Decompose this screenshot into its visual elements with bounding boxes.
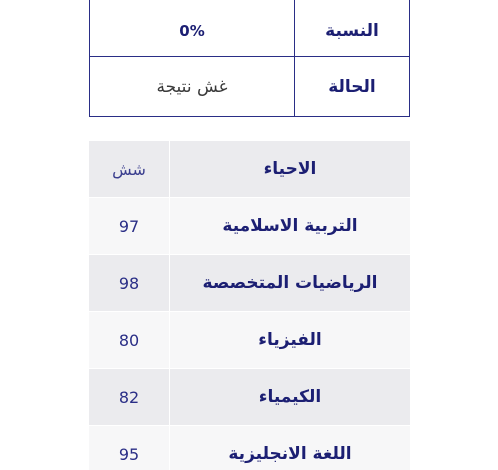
percent-label: النسبة (325, 20, 379, 41)
subject-cell: الفيزياء (169, 312, 410, 368)
table-row (89, 369, 410, 426)
score-cell: شش (112, 159, 146, 179)
score-cell: 97 (118, 216, 140, 236)
score-cell: 80 (118, 330, 140, 350)
table-row (89, 312, 410, 369)
status-row (90, 56, 409, 117)
score-cell: 95 (118, 444, 140, 464)
percent-value: 0% (179, 21, 205, 40)
subject-cell: الاحياء (169, 141, 410, 197)
score-cell: 82 (118, 387, 140, 407)
status-value: غش نتيجة (156, 77, 228, 97)
subject-cell: الرياضيات المتخصصة (169, 255, 410, 311)
grades-header-row (89, 141, 410, 198)
percent-row (90, 0, 409, 56)
subject-cell: اللغة الانجليزية (169, 426, 410, 470)
grades-table (89, 141, 410, 470)
table-row (89, 198, 410, 255)
status-label: الحالة (328, 77, 376, 97)
table-row (89, 426, 410, 470)
subject-cell: التربية الاسلامية (169, 198, 410, 254)
percent-value-cell (90, 0, 295, 56)
status-value-cell (90, 57, 295, 117)
summary-table (89, 0, 410, 117)
table-row (89, 255, 410, 312)
score-cell: 98 (118, 273, 140, 293)
subject-cell: الكيمياء (169, 369, 410, 425)
